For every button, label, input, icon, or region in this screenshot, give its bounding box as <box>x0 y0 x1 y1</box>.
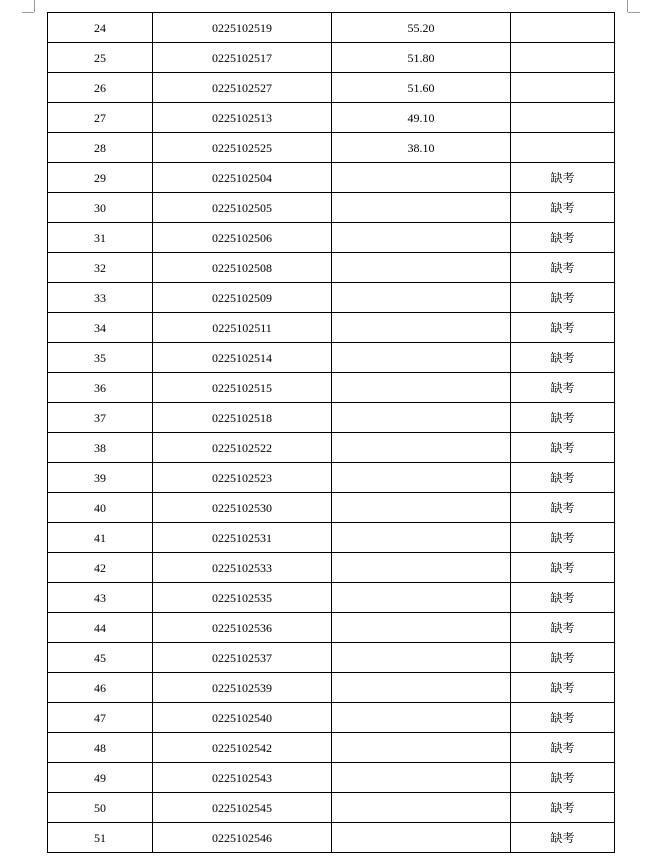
score-cell <box>332 703 511 733</box>
exam-id-cell: 0225102537 <box>153 643 332 673</box>
score-table-body <box>48 13 615 853</box>
score-cell <box>332 493 511 523</box>
exam-id-cell: 0225102536 <box>153 613 332 643</box>
remark-cell: 缺考 <box>511 553 615 583</box>
row-number-cell: 41 <box>48 523 153 553</box>
remark-cell <box>511 13 615 43</box>
score-cell <box>332 283 511 313</box>
table-row <box>48 313 615 343</box>
score-cell <box>332 253 511 283</box>
row-number-cell: 45 <box>48 643 153 673</box>
exam-id-cell: 0225102505 <box>153 193 332 223</box>
row-number-cell: 29 <box>48 163 153 193</box>
table-row <box>48 193 615 223</box>
score-cell: 51.80 <box>332 43 511 73</box>
table-row <box>48 223 615 253</box>
row-number-cell: 27 <box>48 103 153 133</box>
exam-id-cell: 0225102539 <box>153 673 332 703</box>
exam-id-cell: 0225102509 <box>153 283 332 313</box>
score-cell <box>332 613 511 643</box>
exam-id-cell: 0225102514 <box>153 343 332 373</box>
exam-id-cell: 0225102518 <box>153 403 332 433</box>
exam-id-cell: 0225102519 <box>153 13 332 43</box>
row-number-cell: 43 <box>48 583 153 613</box>
remark-cell: 缺考 <box>511 403 615 433</box>
remark-cell: 缺考 <box>511 493 615 523</box>
row-number-cell: 24 <box>48 13 153 43</box>
remark-cell: 缺考 <box>511 583 615 613</box>
table-row <box>48 673 615 703</box>
exam-id-cell: 0225102542 <box>153 733 332 763</box>
table-row <box>48 163 615 193</box>
score-cell <box>332 583 511 613</box>
row-number-cell: 47 <box>48 703 153 733</box>
exam-id-cell: 0225102546 <box>153 823 332 853</box>
exam-id-cell: 0225102525 <box>153 133 332 163</box>
remark-cell: 缺考 <box>511 463 615 493</box>
table-row <box>48 133 615 163</box>
row-number-cell: 51 <box>48 823 153 853</box>
exam-id-cell: 0225102543 <box>153 763 332 793</box>
table-row <box>48 583 615 613</box>
remark-cell: 缺考 <box>511 673 615 703</box>
row-number-cell: 26 <box>48 73 153 103</box>
table-row <box>48 793 615 823</box>
remark-cell <box>511 73 615 103</box>
table-row <box>48 13 615 43</box>
exam-id-cell: 0225102545 <box>153 793 332 823</box>
row-number-cell: 48 <box>48 733 153 763</box>
exam-id-cell: 0225102504 <box>153 163 332 193</box>
table-row <box>48 103 615 133</box>
exam-id-cell: 0225102508 <box>153 253 332 283</box>
score-cell <box>332 313 511 343</box>
row-number-cell: 40 <box>48 493 153 523</box>
remark-cell: 缺考 <box>511 613 615 643</box>
remark-cell: 缺考 <box>511 343 615 373</box>
table-row <box>48 613 615 643</box>
crop-mark-top-left-vertical <box>34 0 35 12</box>
score-cell <box>332 553 511 583</box>
remark-cell: 缺考 <box>511 373 615 403</box>
remark-cell: 缺考 <box>511 733 615 763</box>
table-row <box>48 703 615 733</box>
score-cell <box>332 733 511 763</box>
exam-id-cell: 0225102530 <box>153 493 332 523</box>
remark-cell: 缺考 <box>511 823 615 853</box>
score-cell <box>332 403 511 433</box>
table-row <box>48 373 615 403</box>
row-number-cell: 39 <box>48 463 153 493</box>
row-number-cell: 25 <box>48 43 153 73</box>
remark-cell: 缺考 <box>511 253 615 283</box>
remark-cell: 缺考 <box>511 703 615 733</box>
remark-cell: 缺考 <box>511 223 615 253</box>
crop-mark-top-right-vertical <box>627 0 628 12</box>
exam-id-cell: 0225102517 <box>153 43 332 73</box>
exam-id-cell: 0225102515 <box>153 373 332 403</box>
exam-id-cell: 0225102531 <box>153 523 332 553</box>
score-cell <box>332 643 511 673</box>
score-cell <box>332 433 511 463</box>
row-number-cell: 44 <box>48 613 153 643</box>
remark-cell <box>511 133 615 163</box>
remark-cell: 缺考 <box>511 163 615 193</box>
score-cell: 51.60 <box>332 73 511 103</box>
row-number-cell: 35 <box>48 343 153 373</box>
crop-mark-top-right-horizontal <box>628 12 640 13</box>
remark-cell: 缺考 <box>511 433 615 463</box>
remark-cell: 缺考 <box>511 643 615 673</box>
score-cell <box>332 793 511 823</box>
score-cell: 49.10 <box>332 103 511 133</box>
table-row <box>48 823 615 853</box>
table-row <box>48 733 615 763</box>
crop-mark-top-left-horizontal <box>22 12 34 13</box>
remark-cell: 缺考 <box>511 313 615 343</box>
exam-id-cell: 0225102511 <box>153 313 332 343</box>
table-row <box>48 43 615 73</box>
score-cell <box>332 763 511 793</box>
row-number-cell: 31 <box>48 223 153 253</box>
score-cell <box>332 223 511 253</box>
table-row <box>48 493 615 523</box>
row-number-cell: 30 <box>48 193 153 223</box>
table-row <box>48 553 615 583</box>
row-number-cell: 49 <box>48 763 153 793</box>
exam-id-cell: 0225102506 <box>153 223 332 253</box>
row-number-cell: 32 <box>48 253 153 283</box>
table-row <box>48 343 615 373</box>
score-cell <box>332 823 511 853</box>
row-number-cell: 46 <box>48 673 153 703</box>
exam-id-cell: 0225102523 <box>153 463 332 493</box>
row-number-cell: 28 <box>48 133 153 163</box>
row-number-cell: 42 <box>48 553 153 583</box>
table-row <box>48 283 615 313</box>
score-cell <box>332 343 511 373</box>
table-row <box>48 73 615 103</box>
row-number-cell: 37 <box>48 403 153 433</box>
row-number-cell: 50 <box>48 793 153 823</box>
row-number-cell: 36 <box>48 373 153 403</box>
row-number-cell: 34 <box>48 313 153 343</box>
remark-cell: 缺考 <box>511 193 615 223</box>
remark-cell <box>511 43 615 73</box>
exam-id-cell: 0225102527 <box>153 73 332 103</box>
score-cell <box>332 163 511 193</box>
table-row <box>48 463 615 493</box>
exam-id-cell: 0225102533 <box>153 553 332 583</box>
remark-cell: 缺考 <box>511 763 615 793</box>
score-table <box>47 12 615 853</box>
score-cell <box>332 523 511 553</box>
score-cell <box>332 373 511 403</box>
table-row <box>48 433 615 463</box>
score-cell <box>332 673 511 703</box>
remark-cell: 缺考 <box>511 793 615 823</box>
table-row <box>48 763 615 793</box>
exam-id-cell: 0225102513 <box>153 103 332 133</box>
table-row <box>48 523 615 553</box>
score-cell <box>332 463 511 493</box>
row-number-cell: 33 <box>48 283 153 313</box>
table-row <box>48 253 615 283</box>
row-number-cell: 38 <box>48 433 153 463</box>
remark-cell: 缺考 <box>511 523 615 553</box>
score-cell: 55.20 <box>332 13 511 43</box>
score-cell: 38.10 <box>332 133 511 163</box>
remark-cell: 缺考 <box>511 283 615 313</box>
table-row <box>48 643 615 673</box>
exam-id-cell: 0225102522 <box>153 433 332 463</box>
exam-id-cell: 0225102540 <box>153 703 332 733</box>
score-cell <box>332 193 511 223</box>
exam-id-cell: 0225102535 <box>153 583 332 613</box>
remark-cell <box>511 103 615 133</box>
table-row <box>48 403 615 433</box>
